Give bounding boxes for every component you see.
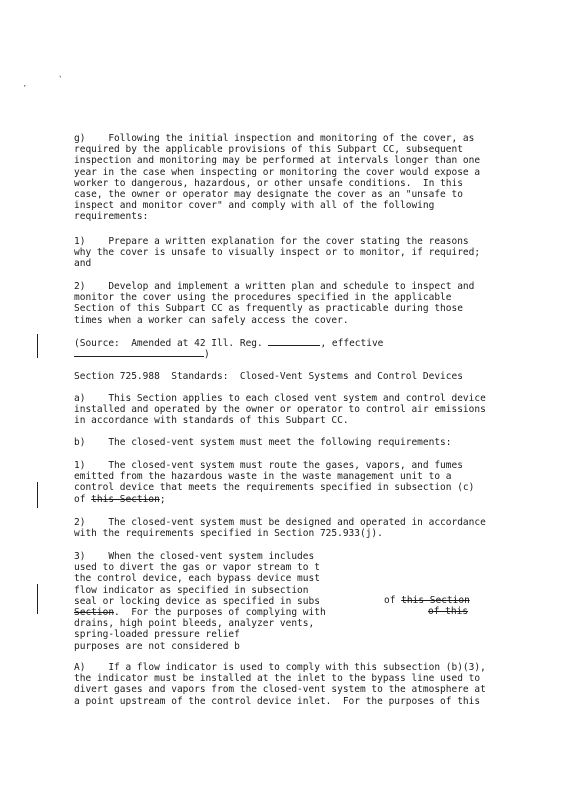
- source-suffix: , effective: [320, 338, 384, 349]
- margin-prefix: of: [384, 594, 402, 606]
- paragraph-g: g) Following the initial inspection and monitoring of the cover, as required by the applicable provisions of this Subpart CC, subsequent inspection and monitoring may be performed at intervals longer than one year in the case when inspecting or monitoring the cover would expose a worker to dangerous, hazardous, or other unsafe conditions. In this case, the owner or operator may designate the cover as an "unsafe to inspect and monitor cover" and comply with all of the following requirements:: [74, 133, 481, 223]
- b1-deleted-text: this Section: [91, 493, 160, 505]
- paragraph-b: b) The closed-vent system must meet the following requirements:: [74, 437, 452, 448]
- section-heading: Section 725.988 Standards: Closed-Vent Systems and Control Devices: [74, 371, 463, 382]
- b3-deleted-text: Section: [74, 607, 115, 619]
- paragraph-bA: A) If a flow indicator is used to comply with this subsection (b)(3), the indicator must be installed at the inlet to the bypass line used to divert gases and vapors from the closed-vent system to the atmosphere at a point upstream of the control device inlet. For the purposes of this: [74, 662, 486, 707]
- revision-bar: [37, 584, 38, 614]
- b3-tail: drains, high point bleeds, analyzer vents, spring-loaded pressure relief purposes are not considered b: [74, 618, 315, 652]
- b3-margin-note: [384, 595, 470, 606]
- paragraph-b3: [74, 551, 326, 652]
- revision-bar: [37, 334, 38, 358]
- scan-speck: `: [58, 76, 64, 86]
- revision-bar: [37, 482, 38, 508]
- source-note: (Source: Amended at 42 Ill. Reg. , effective ): [74, 338, 384, 361]
- margin-deleted-2: of this: [428, 605, 469, 617]
- b1-lines: 1) The closed-vent system must route the gases, vapors, and fumes emitted from the hazardous waste in the waste management unit to a control device that meets the requirements specified in subsection (c): [74, 460, 475, 494]
- b3-margin-note-2: [428, 606, 468, 617]
- paragraph-g1: 1) Prepare a written explanation for the cover stating the reasons why the cover is unsafe to visually inspect or to monitor, if required; and: [74, 236, 481, 270]
- source-prefix: (Source: Amended at 42 Ill. Reg.: [74, 338, 269, 349]
- b3-after-deleted: . For the purposes of complying with: [114, 607, 326, 619]
- paragraph-b2: 2) The closed-vent system must be designed and operated in accordance with the requirements specified in Section 725.933(j).: [74, 517, 486, 540]
- paragraph-a: a) This Section applies to each closed vent system and control device installed and operated by the owner or operator to control air emissions in accordance with standards of this Subpart CC.: [74, 393, 486, 427]
- b1-prefix: of: [74, 493, 92, 505]
- paragraph-b1: [74, 460, 474, 505]
- b1-suffix: ;: [159, 493, 166, 505]
- redacted-blank: [74, 356, 204, 357]
- margin-deleted-1: this Section: [401, 594, 470, 606]
- b3-lines: 3) When the closed-vent system includes used to divert the gas or vapor stream to t the control device, each bypass device must flow indicator as specified in subsection seal or locking device as specified in subs: [74, 551, 320, 607]
- paragraph-g2: 2) Develop and implement a written plan and schedule to inspect and monitor the cover using the procedures specified in the applicable Section of this Subpart CC as frequently as practicable during those times when a worker can safely access the cover.: [74, 281, 475, 326]
- scan-speck: ·: [22, 82, 28, 92]
- redacted-blank: [268, 345, 320, 346]
